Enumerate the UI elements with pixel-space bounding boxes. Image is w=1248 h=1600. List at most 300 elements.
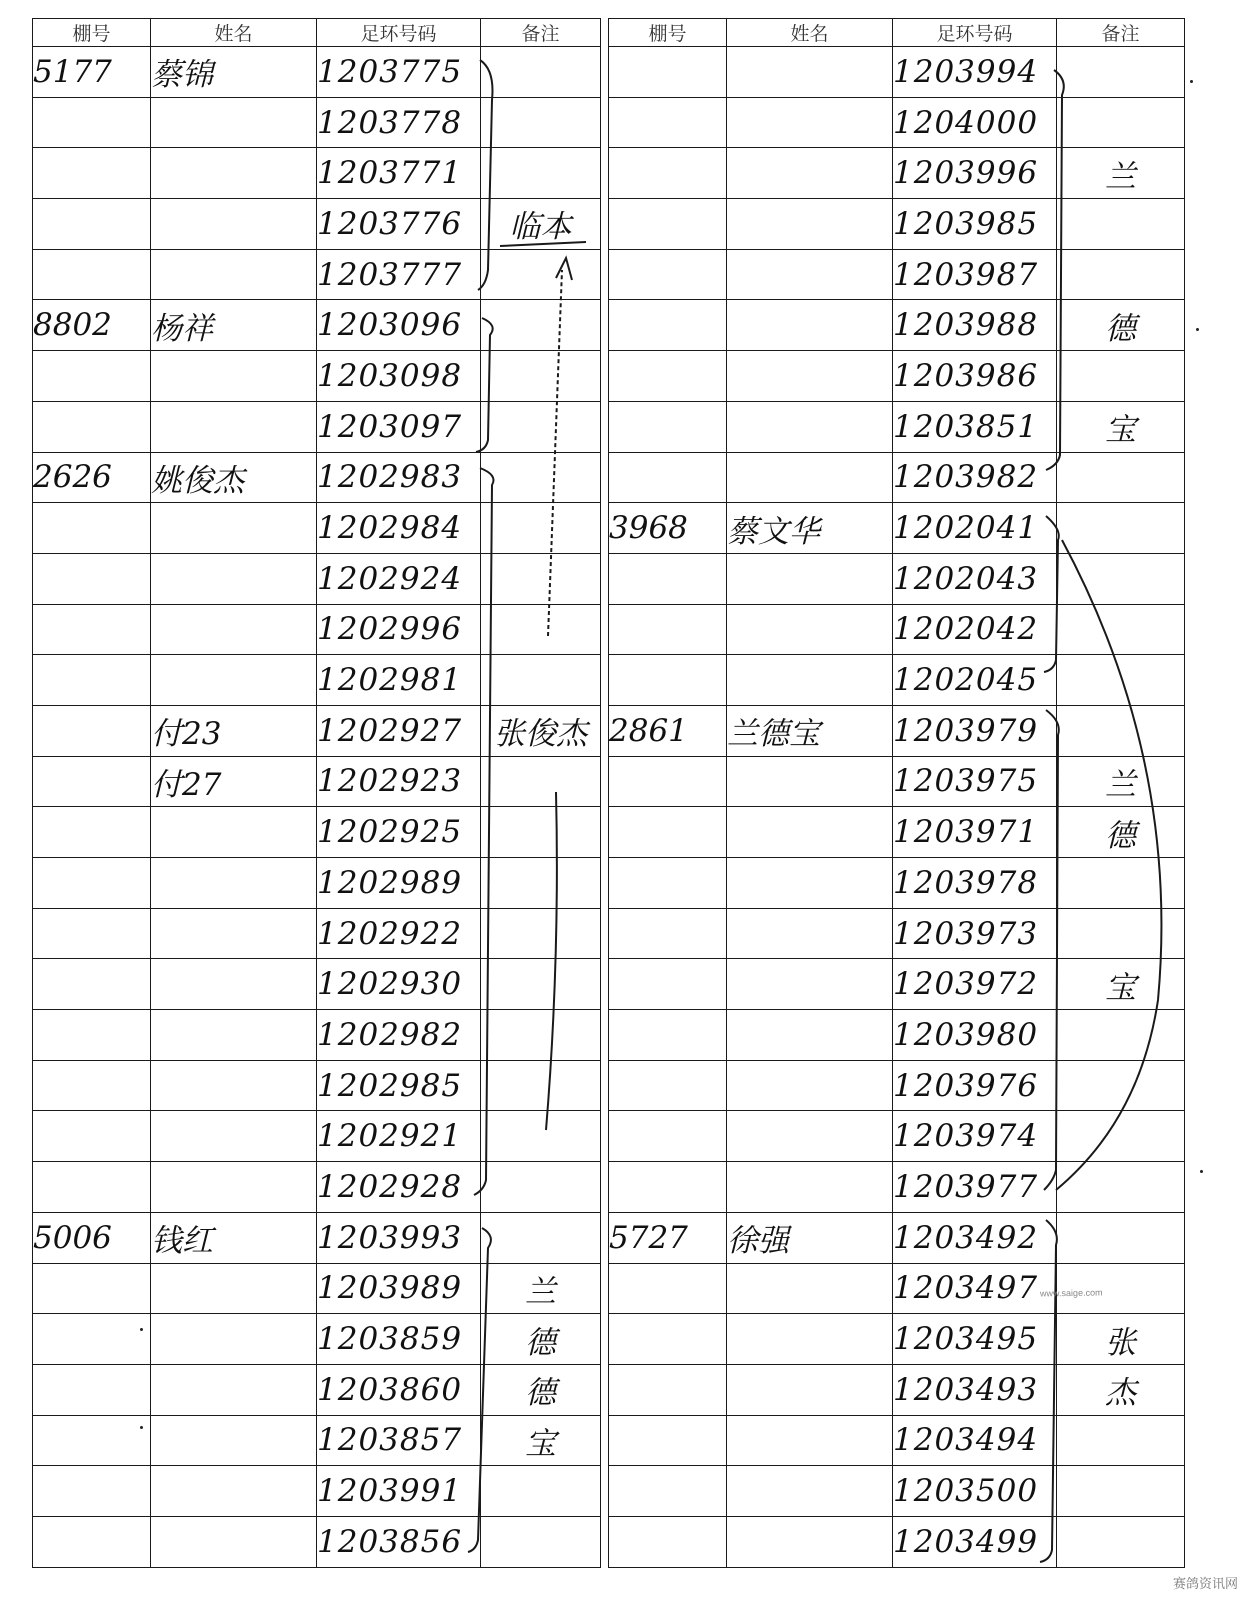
owner-name-cell bbox=[151, 655, 317, 706]
pen-number-cell bbox=[33, 959, 151, 1010]
pen-number-cell: 5177 bbox=[33, 47, 151, 98]
ring-number-cell: 1202921 bbox=[317, 1111, 481, 1162]
owner-name-cell bbox=[727, 604, 893, 655]
pen-number-cell bbox=[609, 655, 727, 706]
table-row bbox=[609, 1516, 1185, 1567]
owner-name-cell bbox=[151, 351, 317, 402]
pen-number-cell bbox=[33, 705, 151, 756]
table-row bbox=[33, 503, 601, 554]
table-row bbox=[33, 401, 601, 452]
owner-name-cell bbox=[727, 249, 893, 300]
table-row bbox=[33, 959, 601, 1010]
pen-number-cell bbox=[609, 756, 727, 807]
pen-number-cell bbox=[33, 655, 151, 706]
owner-name-cell bbox=[727, 1314, 893, 1365]
owner-name-cell bbox=[151, 503, 317, 554]
table-row bbox=[609, 1212, 1185, 1263]
owner-name-cell bbox=[151, 959, 317, 1010]
table-row bbox=[609, 858, 1185, 909]
ring-number-cell: 1203097 bbox=[317, 401, 481, 452]
table-row bbox=[609, 452, 1185, 503]
table-row bbox=[609, 199, 1185, 250]
pen-number-cell bbox=[609, 1162, 727, 1213]
owner-name-cell bbox=[727, 401, 893, 452]
owner-name-cell bbox=[151, 553, 317, 604]
ring-number-cell: 1203978 bbox=[893, 858, 1057, 909]
note-cell: 宝 bbox=[1057, 959, 1185, 1010]
ring-number-cell: 1202927 bbox=[317, 705, 481, 756]
ring-number-cell: 1203977 bbox=[893, 1162, 1057, 1213]
note-cell bbox=[1057, 604, 1185, 655]
owner-name-cell bbox=[727, 148, 893, 199]
owner-name-cell bbox=[151, 807, 317, 858]
header-pen: 棚号 bbox=[33, 19, 151, 47]
ring-number-cell: 1202922 bbox=[317, 908, 481, 959]
scan-speck bbox=[140, 1426, 143, 1429]
watermark-site: 赛鸽资讯网 bbox=[1172, 1576, 1238, 1591]
note-cell bbox=[481, 858, 601, 909]
table-row bbox=[33, 858, 601, 909]
pen-number-cell bbox=[609, 1415, 727, 1466]
ring-number-cell: 1202989 bbox=[317, 858, 481, 909]
ring-number-cell: 1202925 bbox=[317, 807, 481, 858]
pen-number-cell bbox=[609, 807, 727, 858]
owner-name-cell bbox=[151, 401, 317, 452]
ring-number-cell: 1202045 bbox=[893, 655, 1057, 706]
ring-number-cell: 1203982 bbox=[893, 452, 1057, 503]
note-cell bbox=[1057, 351, 1185, 402]
table-row bbox=[33, 1466, 601, 1517]
ring-number-cell: 1203500 bbox=[893, 1466, 1057, 1517]
table-row bbox=[33, 1516, 601, 1567]
table-row bbox=[609, 148, 1185, 199]
note-cell: 宝 bbox=[481, 1415, 601, 1466]
note-cell bbox=[481, 655, 601, 706]
owner-name-cell bbox=[151, 858, 317, 909]
note-cell bbox=[481, 553, 601, 604]
owner-name-cell: 钱红 bbox=[151, 1212, 317, 1263]
ring-number-cell: 1202984 bbox=[317, 503, 481, 554]
table-row bbox=[609, 756, 1185, 807]
owner-name-cell: 蔡文华 bbox=[727, 503, 893, 554]
owner-name-cell bbox=[727, 351, 893, 402]
note-cell: 杰 bbox=[1057, 1364, 1185, 1415]
note-cell bbox=[481, 1111, 601, 1162]
note-cell bbox=[1057, 97, 1185, 148]
owner-name-cell bbox=[727, 756, 893, 807]
ring-number-cell: 1203971 bbox=[893, 807, 1057, 858]
pen-number-cell bbox=[33, 1516, 151, 1567]
pen-number-cell bbox=[33, 1060, 151, 1111]
table-row bbox=[33, 452, 601, 503]
owner-name-cell: 蔡锦 bbox=[151, 47, 317, 98]
pen-number-cell bbox=[33, 1364, 151, 1415]
owner-name-cell bbox=[151, 1415, 317, 1466]
note-cell bbox=[1057, 452, 1185, 503]
note-cell bbox=[1057, 503, 1185, 554]
ring-number-cell: 1203987 bbox=[893, 249, 1057, 300]
ring-number-cell: 1203493 bbox=[893, 1364, 1057, 1415]
owner-name-cell bbox=[151, 1263, 317, 1314]
ring-number-cell: 1203778 bbox=[317, 97, 481, 148]
note-cell bbox=[1057, 655, 1185, 706]
table-row bbox=[609, 1314, 1185, 1365]
owner-name-cell: 徐强 bbox=[727, 1212, 893, 1263]
note-cell bbox=[481, 47, 601, 98]
ring-number-cell: 1203494 bbox=[893, 1415, 1057, 1466]
note-cell bbox=[481, 1162, 601, 1213]
table-row bbox=[609, 1364, 1185, 1415]
note-cell bbox=[481, 807, 601, 858]
owner-name-cell bbox=[151, 1364, 317, 1415]
pen-number-cell bbox=[609, 1364, 727, 1415]
ring-number-cell: 1204000 bbox=[893, 97, 1057, 148]
pen-number-cell bbox=[609, 604, 727, 655]
pen-number-cell bbox=[609, 199, 727, 250]
ring-number-cell: 1203974 bbox=[893, 1111, 1057, 1162]
header-note: 备注 bbox=[481, 19, 601, 47]
owner-name-cell bbox=[151, 1111, 317, 1162]
pen-number-cell: 2861 bbox=[609, 705, 727, 756]
ring-number-cell: 1202996 bbox=[317, 604, 481, 655]
ring-number-cell: 1202041 bbox=[893, 503, 1057, 554]
table-row bbox=[33, 655, 601, 706]
owner-name-cell bbox=[727, 858, 893, 909]
pen-number-cell bbox=[33, 1111, 151, 1162]
owner-name-cell bbox=[727, 807, 893, 858]
table-row bbox=[609, 1111, 1185, 1162]
owner-name-cell bbox=[727, 199, 893, 250]
ring-number-cell: 1203985 bbox=[893, 199, 1057, 250]
table-row bbox=[609, 705, 1185, 756]
pen-number-cell: 5006 bbox=[33, 1212, 151, 1263]
owner-name-cell bbox=[727, 1364, 893, 1415]
note-cell bbox=[481, 908, 601, 959]
ring-number-cell: 1202985 bbox=[317, 1060, 481, 1111]
pen-number-cell bbox=[609, 351, 727, 402]
pen-number-cell bbox=[609, 858, 727, 909]
table-row bbox=[609, 351, 1185, 402]
ring-number-cell: 1202042 bbox=[893, 604, 1057, 655]
pen-number-cell bbox=[33, 756, 151, 807]
note-cell bbox=[481, 959, 601, 1010]
note-cell bbox=[1057, 908, 1185, 959]
ring-number-cell: 1202924 bbox=[317, 553, 481, 604]
pen-number-cell bbox=[609, 1263, 727, 1314]
ring-number-cell: 1203991 bbox=[317, 1466, 481, 1517]
ring-number-cell: 1203989 bbox=[317, 1263, 481, 1314]
note-cell: 德 bbox=[1057, 300, 1185, 351]
table-row bbox=[609, 1162, 1185, 1213]
owner-name-cell bbox=[727, 1263, 893, 1314]
owner-name-cell bbox=[151, 1516, 317, 1567]
ring-number-cell: 1203096 bbox=[317, 300, 481, 351]
owner-name-cell bbox=[727, 553, 893, 604]
ring-number-cell: 1203993 bbox=[317, 1212, 481, 1263]
note-cell: 兰 bbox=[1057, 148, 1185, 199]
pen-number-cell bbox=[33, 1010, 151, 1061]
table-row bbox=[33, 1364, 601, 1415]
watermark-url: www.saige.com bbox=[1039, 1287, 1103, 1299]
ring-number-cell: 1203975 bbox=[893, 756, 1057, 807]
table-row bbox=[33, 148, 601, 199]
ring-number-cell: 1203979 bbox=[893, 705, 1057, 756]
ring-number-cell: 1203973 bbox=[893, 908, 1057, 959]
note-cell bbox=[1057, 1415, 1185, 1466]
owner-name-cell bbox=[727, 1162, 893, 1213]
table-row bbox=[33, 199, 601, 250]
note-cell bbox=[481, 401, 601, 452]
pen-number-cell bbox=[609, 1516, 727, 1567]
note-cell: 张俊杰 bbox=[481, 705, 601, 756]
pen-number-cell bbox=[609, 47, 727, 98]
pen-number-cell bbox=[609, 908, 727, 959]
pen-number-cell bbox=[609, 300, 727, 351]
table-row bbox=[33, 756, 601, 807]
pen-number-cell bbox=[33, 97, 151, 148]
owner-name-cell bbox=[727, 452, 893, 503]
owner-name-cell bbox=[727, 47, 893, 98]
ring-number-cell: 1203988 bbox=[893, 300, 1057, 351]
owner-name-cell bbox=[151, 1162, 317, 1213]
note-cell bbox=[1057, 1516, 1185, 1567]
ring-number-cell: 1203851 bbox=[893, 401, 1057, 452]
note-cell bbox=[1057, 249, 1185, 300]
note-cell bbox=[481, 1060, 601, 1111]
table-row bbox=[33, 1111, 601, 1162]
note-cell bbox=[481, 148, 601, 199]
table-row bbox=[33, 249, 601, 300]
ring-number-cell: 1203775 bbox=[317, 47, 481, 98]
owner-name-cell bbox=[151, 148, 317, 199]
header-name: 姓名 bbox=[151, 19, 317, 47]
ring-number-cell: 1203996 bbox=[893, 148, 1057, 199]
table-row bbox=[33, 1314, 601, 1365]
ring-number-cell: 1203980 bbox=[893, 1010, 1057, 1061]
table-row bbox=[609, 604, 1185, 655]
note-cell bbox=[481, 756, 601, 807]
table-row bbox=[33, 1010, 601, 1061]
left-ledger-body bbox=[33, 47, 601, 1568]
pen-number-cell bbox=[33, 858, 151, 909]
table-row bbox=[609, 959, 1185, 1010]
ring-number-cell: 1202982 bbox=[317, 1010, 481, 1061]
pen-number-cell bbox=[609, 249, 727, 300]
note-cell: 德 bbox=[1057, 807, 1185, 858]
table-row bbox=[33, 47, 601, 98]
table-row bbox=[609, 97, 1185, 148]
owner-name-cell bbox=[151, 1060, 317, 1111]
table-row bbox=[33, 604, 601, 655]
pen-number-cell bbox=[609, 553, 727, 604]
owner-name-cell bbox=[151, 249, 317, 300]
note-cell bbox=[1057, 1162, 1185, 1213]
owner-name-cell bbox=[727, 908, 893, 959]
table-row bbox=[609, 1415, 1185, 1466]
table-row bbox=[609, 1060, 1185, 1111]
note-cell: 德 bbox=[481, 1364, 601, 1415]
owner-name-cell bbox=[727, 1516, 893, 1567]
pen-number-cell bbox=[33, 1466, 151, 1517]
ring-number-cell: 1203098 bbox=[317, 351, 481, 402]
owner-name-cell bbox=[151, 1314, 317, 1365]
header-ring: 足环号码 bbox=[317, 19, 481, 47]
pen-number-cell: 5727 bbox=[609, 1212, 727, 1263]
ring-number-cell: 1203976 bbox=[893, 1060, 1057, 1111]
pen-number-cell bbox=[609, 148, 727, 199]
owner-name-cell bbox=[727, 1060, 893, 1111]
table-row bbox=[33, 1415, 601, 1466]
pen-number-cell bbox=[609, 401, 727, 452]
note-cell: 兰 bbox=[481, 1263, 601, 1314]
note-cell bbox=[1057, 705, 1185, 756]
owner-name-cell: 兰德宝 bbox=[727, 705, 893, 756]
pen-number-cell bbox=[33, 908, 151, 959]
owner-name-cell bbox=[727, 1010, 893, 1061]
pen-number-cell bbox=[33, 503, 151, 554]
ring-number-cell: 1203492 bbox=[893, 1212, 1057, 1263]
pen-number-cell bbox=[609, 1466, 727, 1517]
pen-number-cell bbox=[33, 1263, 151, 1314]
header-pen: 棚号 bbox=[609, 19, 727, 47]
note-cell bbox=[1057, 1010, 1185, 1061]
owner-name-cell bbox=[151, 604, 317, 655]
owner-name-cell: 姚俊杰 bbox=[151, 452, 317, 503]
table-row bbox=[609, 300, 1185, 351]
owner-name-cell bbox=[727, 97, 893, 148]
table-row bbox=[609, 503, 1185, 554]
owner-name-cell bbox=[727, 300, 893, 351]
pen-number-cell bbox=[33, 1162, 151, 1213]
note-cell: 宝 bbox=[1057, 401, 1185, 452]
table-row bbox=[609, 1010, 1185, 1061]
note-cell bbox=[481, 300, 601, 351]
ring-number-cell: 1202981 bbox=[317, 655, 481, 706]
pen-number-cell bbox=[33, 1314, 151, 1365]
owner-name-cell bbox=[727, 1466, 893, 1517]
header-name: 姓名 bbox=[727, 19, 893, 47]
note-cell bbox=[1057, 858, 1185, 909]
owner-name-cell bbox=[151, 908, 317, 959]
note-cell bbox=[481, 1212, 601, 1263]
ring-number-cell: 1203777 bbox=[317, 249, 481, 300]
table-row bbox=[33, 351, 601, 402]
ring-number-cell: 1203994 bbox=[893, 47, 1057, 98]
pen-number-cell bbox=[609, 1314, 727, 1365]
ring-number-cell: 1203856 bbox=[317, 1516, 481, 1567]
header-note: 备注 bbox=[1057, 19, 1185, 47]
ring-number-cell: 1203860 bbox=[317, 1364, 481, 1415]
note-cell bbox=[481, 1010, 601, 1061]
note-cell bbox=[1057, 1466, 1185, 1517]
note-cell bbox=[481, 97, 601, 148]
note-cell bbox=[481, 351, 601, 402]
owner-name-cell: 付23 bbox=[151, 705, 317, 756]
pen-number-cell bbox=[33, 604, 151, 655]
note-cell: 德 bbox=[481, 1314, 601, 1365]
table-row bbox=[33, 300, 601, 351]
table-row bbox=[33, 553, 601, 604]
header-ring: 足环号码 bbox=[893, 19, 1057, 47]
note-cell bbox=[1057, 199, 1185, 250]
table-row bbox=[33, 705, 601, 756]
ring-number-cell: 1202928 bbox=[317, 1162, 481, 1213]
table-row bbox=[609, 47, 1185, 98]
pen-number-cell bbox=[33, 249, 151, 300]
note-cell bbox=[1057, 47, 1185, 98]
table-row bbox=[609, 553, 1185, 604]
note-cell bbox=[481, 1516, 601, 1567]
note-cell bbox=[481, 249, 601, 300]
table-row bbox=[33, 807, 601, 858]
ring-number-cell: 1203776 bbox=[317, 199, 481, 250]
owner-name-cell: 杨祥 bbox=[151, 300, 317, 351]
owner-name-cell bbox=[151, 97, 317, 148]
owner-name-cell: 付27 bbox=[151, 756, 317, 807]
pen-number-cell: 8802 bbox=[33, 300, 151, 351]
left-ledger-table bbox=[32, 18, 601, 1568]
table-row bbox=[609, 1466, 1185, 1517]
pen-number-cell bbox=[609, 452, 727, 503]
ring-number-cell: 1203495 bbox=[893, 1314, 1057, 1365]
pen-number-cell bbox=[609, 1111, 727, 1162]
right-ledger-table bbox=[608, 18, 1185, 1568]
table-row bbox=[609, 908, 1185, 959]
right-header-row bbox=[609, 19, 1185, 47]
note-cell: 兰 bbox=[1057, 756, 1185, 807]
ring-number-cell: 1203986 bbox=[893, 351, 1057, 402]
pen-number-cell: 2626 bbox=[33, 452, 151, 503]
pen-number-cell bbox=[33, 351, 151, 402]
table-row bbox=[609, 249, 1185, 300]
scan-speck bbox=[1196, 328, 1199, 331]
ring-number-cell: 1202043 bbox=[893, 553, 1057, 604]
table-row bbox=[609, 807, 1185, 858]
ring-number-cell: 1202923 bbox=[317, 756, 481, 807]
owner-name-cell bbox=[727, 1111, 893, 1162]
pen-number-cell: 3968 bbox=[609, 503, 727, 554]
table-row bbox=[609, 655, 1185, 706]
owner-name-cell bbox=[151, 1466, 317, 1517]
owner-name-cell bbox=[151, 199, 317, 250]
ring-number-cell: 1202983 bbox=[317, 452, 481, 503]
pen-number-cell bbox=[33, 553, 151, 604]
scan-speck bbox=[1200, 1170, 1203, 1173]
right-ledger-body bbox=[609, 47, 1185, 1568]
ring-number-cell: 1203857 bbox=[317, 1415, 481, 1466]
table-row bbox=[33, 1212, 601, 1263]
scan-speck bbox=[1190, 80, 1193, 83]
pen-number-cell bbox=[33, 807, 151, 858]
pen-number-cell bbox=[33, 401, 151, 452]
scan-speck bbox=[140, 1328, 143, 1331]
owner-name-cell bbox=[727, 655, 893, 706]
note-cell bbox=[481, 503, 601, 554]
table-row bbox=[33, 1162, 601, 1213]
pen-number-cell bbox=[609, 959, 727, 1010]
pen-number-cell bbox=[33, 1415, 151, 1466]
table-row bbox=[33, 97, 601, 148]
pen-number-cell bbox=[609, 97, 727, 148]
owner-name-cell bbox=[727, 1415, 893, 1466]
pen-number-cell bbox=[33, 199, 151, 250]
pen-number-cell bbox=[609, 1060, 727, 1111]
table-row bbox=[33, 1060, 601, 1111]
ring-number-cell: 1202930 bbox=[317, 959, 481, 1010]
owner-name-cell bbox=[151, 1010, 317, 1061]
table-row bbox=[609, 401, 1185, 452]
table-row bbox=[33, 908, 601, 959]
